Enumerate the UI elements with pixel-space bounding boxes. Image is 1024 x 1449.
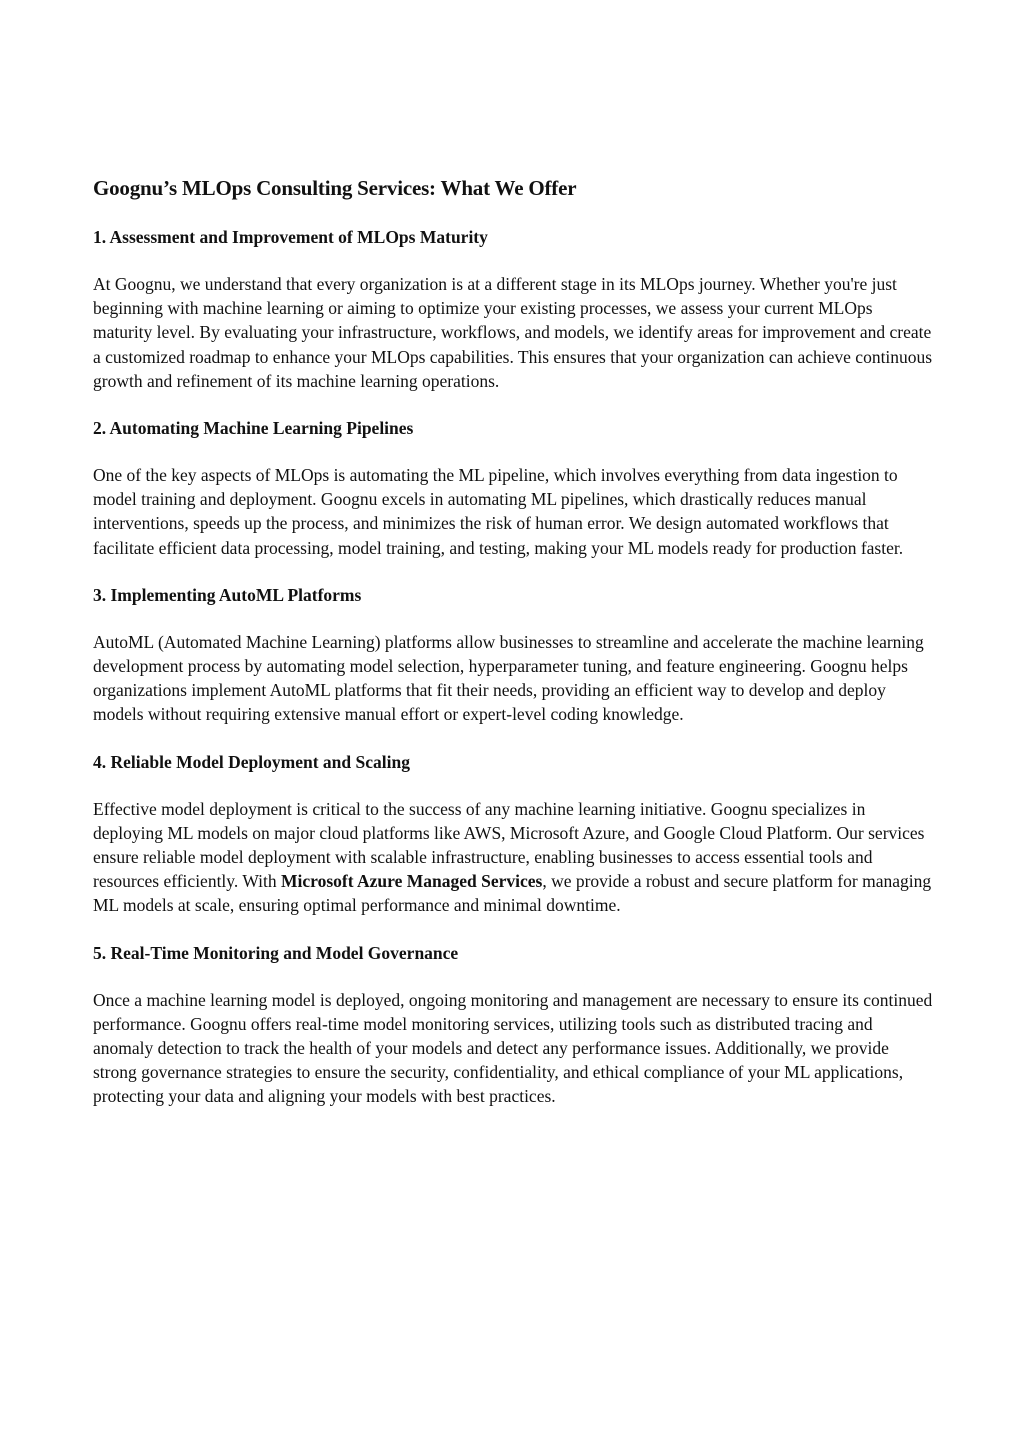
section-heading-assessment: 1. Assessment and Improvement of MLOps Maturity	[93, 227, 488, 247]
section-body-assessment: At Goognu, we understand that every organization is at a different stage in its MLOps journey. Whether you're just beginning with machine learning or aiming to optimize your existing processes, we assess your current MLOps maturity level. By evaluating your infrastructure, workflows, and models, we identify areas for improvement and create a customized roadmap to enhance your MLOps capabilities. This ensures that your organization can achieve continuous growth and refinement of its machine learning operations.	[93, 274, 933, 391]
section-body-automation: One of the key aspects of MLOps is automating the ML pipeline, which involves everything from data ingestion to model training and deployment. Goognu excels in automating ML pipelines, which drastically reduces manual interventions, speeds up the process, and minimizes the risk of human error. We design automated workflows that facilitate efficient data processing, model training, and testing, making your ML models ready for production faster.	[93, 465, 904, 558]
section-body-automl: AutoML (Automated Machine Learning) platforms allow businesses to streamline and accelerate the machine learning development process by automating model selection, hyperparameter tuning, and feature engineering. Goognu helps organizations implement AutoML platforms that fit their needs, providing an efficient way to develop and deploy models without requiring extensive manual effort or expert-level coding knowledge.	[93, 631, 924, 725]
section-heading-deployment: 4. Reliable Model Deployment and Scaling	[93, 751, 410, 772]
document-page	[93, 174, 933, 1132]
section-heading-monitoring: 5. Real-Time Monitoring and Model Governance	[93, 942, 459, 963]
section-body-monitoring: Once a machine learning model is deployed, ongoing monitoring and management are necessary to ensure its continued performance. Goognu offers real-time model monitoring services, utilizing tools such as distributed tracing and anomaly detection to track the health of your models and detect any performance issues. Additionally, we provide strong governance strategies to ensure the security, confidentiality, and ethical compliance of your ML applications, protecting your data and aligning your models with best practices.	[93, 989, 933, 1107]
deployment-body-text-start: Effective model deployment is critical to the success of any machine learning initiative. Goognu specializes in deploying ML models on major cloud platforms like AWS, Microsoft Azure, and Google Cloud Platform. Our services ensure reliable model deployment with scalable infrastructure, enabling businesses to access essential tools and resources efficiently. With	[93, 798, 925, 892]
section-body-deployment	[93, 797, 933, 918]
section-heading-automl: 3. Implementing AutoML Platforms	[93, 584, 362, 605]
deployment-body-text-end: , we provide a robust and secure platform for managing ML models at scale, ensuring optimal performance and minimal downtime.	[93, 871, 932, 916]
section-heading-automation: 2. Automating Machine Learning Pipelines	[93, 418, 414, 439]
azure-managed-services-emphasis: Microsoft Azure Managed Services	[281, 871, 543, 892]
document-title: Goognu’s MLOps Consulting Services: What We Offer	[93, 176, 577, 200]
